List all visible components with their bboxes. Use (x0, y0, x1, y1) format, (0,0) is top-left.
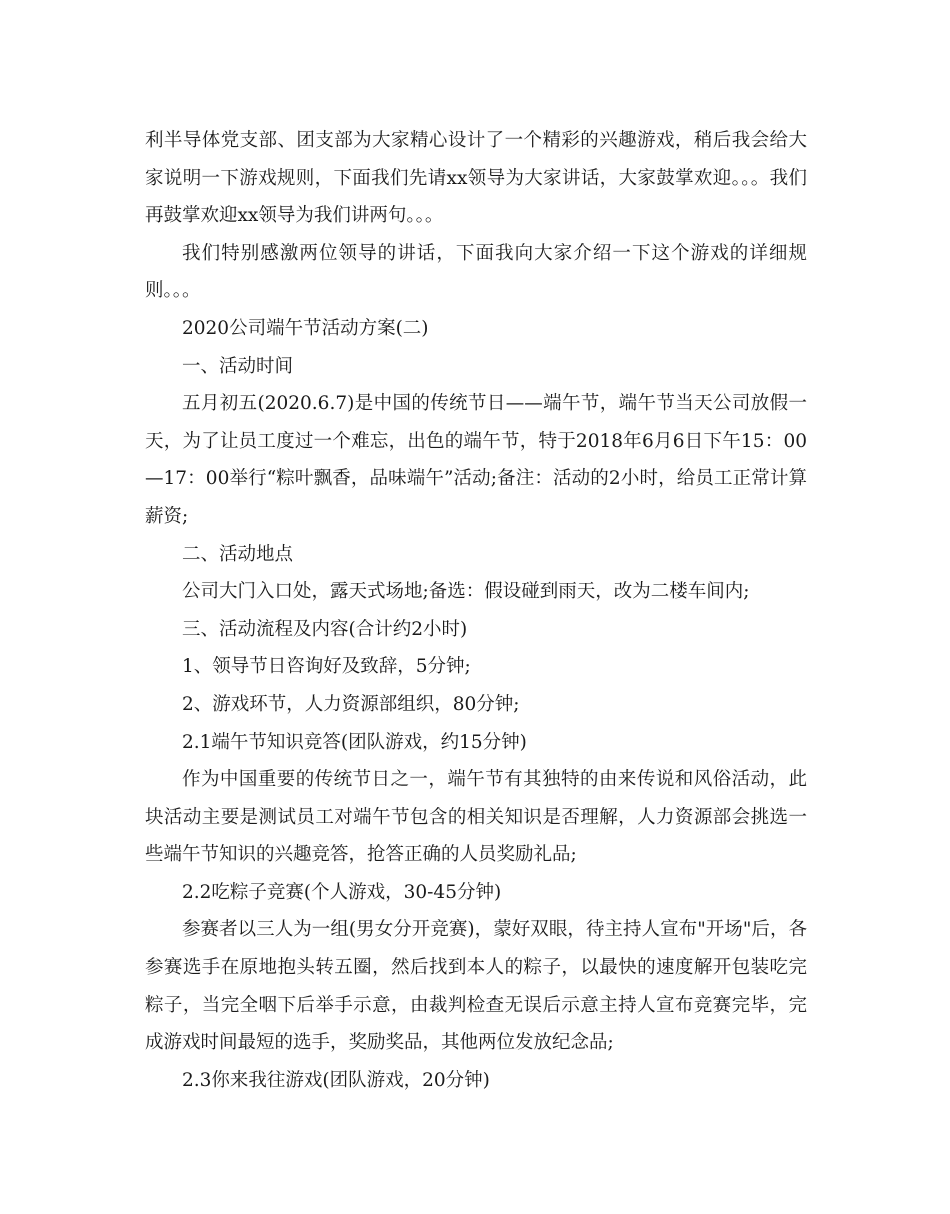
paragraph-intro-continued: 利半导体党支部、团支部为大家精心设计了一个精彩的兴趣游戏，稍后我会给大家说明一下游戏规则，下面我们先请xx领导为大家讲话，大家鼓掌欢迎。。。我们再鼓掌欢迎xx领导为我们讲两句。。。 (145, 130, 807, 227)
heading-activity-time: 一、活动时间 (182, 355, 294, 377)
subheading-team-game: 2.3你来我往游戏(团队游戏，20分钟) (182, 1069, 490, 1091)
subheading-quiz: 2.1端午节知识竞答(团队游戏，约15分钟) (182, 731, 527, 753)
list-item-leader-speech: 1、领导节日咨询好及致辞，5分钟; (182, 656, 471, 678)
paragraph-quiz: 作为中国重要的传统节日之一，端午节有其独特的由来传说和风俗活动，此块活动主要是测试员工对端午节包含的相关知识是否理解，人力资源部会挑选一些端午节知识的兴趣竞答，抢答正确的人员奖励礼品; (145, 769, 807, 866)
paragraph-activity-location: 公司大门入口处，露天式场地;备选：假设碰到雨天，改为二楼车间内; (182, 581, 750, 603)
heading-activity-process: 三、活动流程及内容(合计约2小时) (182, 618, 468, 640)
paragraph-zongzi-contest: 参赛者以三人为一组(男女分开竞赛)，蒙好双眼，待主持人宣布"开场"后，各参赛选手在原地抱头转五圈，然后找到本人的粽子，以最快的速度解开包装吃完粽子，当完全咽下后举手示意，由裁判检查无误后示意主持人宣布竞赛完毕，完成游戏时间最短的选手，奖励奖品，其他两位发放纪念品; (145, 919, 807, 1054)
paragraph-thanks: 我们特别感激两位领导的讲话，下面我向大家介绍一下这个游戏的详细规则。。。 (145, 242, 807, 302)
document-page (145, 122, 807, 1099)
section-title: 2020公司端午节活动方案(二) (182, 317, 429, 339)
list-item-games: 2、游戏环节，人力资源部组织，80分钟; (182, 693, 520, 715)
heading-activity-location: 二、活动地点 (182, 543, 294, 565)
paragraph-activity-time: 五月初五(2020.6.7)是中国的传统节日——端午节，端午节当天公司放假一天，为了让员工度过一个难忘，出色的端午节，特于2018年6月6日下午15：00—17：00举行“粽叶飘香，品味端午”活动;备注：活动的2小时，给员工正常计算薪资; (145, 393, 807, 527)
subheading-zongzi-contest: 2.2吃粽子竞赛(个人游戏，30-45分钟) (182, 881, 502, 903)
